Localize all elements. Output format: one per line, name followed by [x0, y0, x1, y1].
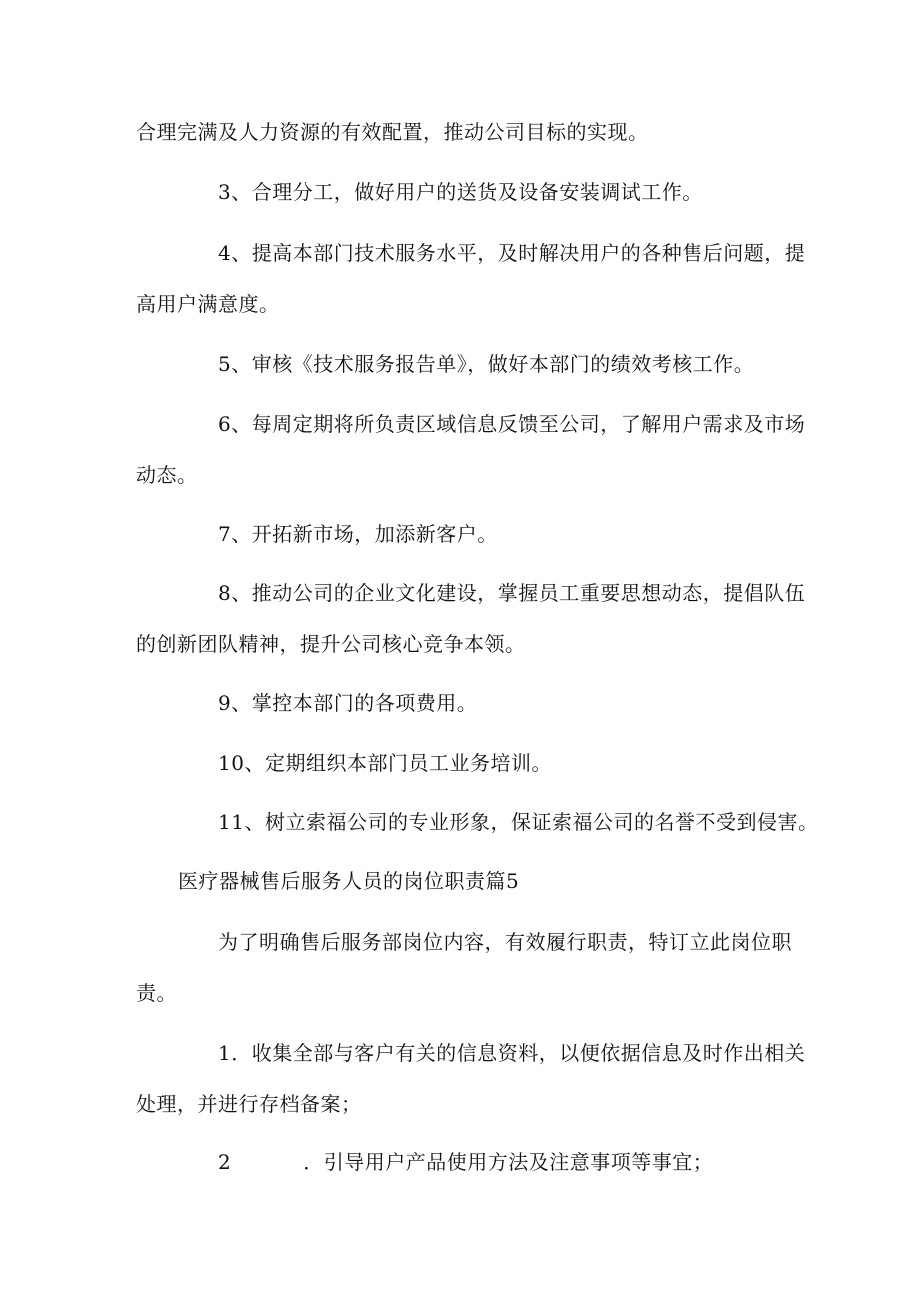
- duty-6-line2: 动态。: [136, 463, 198, 487]
- item-2-number: 2: [218, 1150, 232, 1174]
- item-1-line1: 1．收集全部与客户有关的信息资料，以便依据信息及时作出相关: [218, 1041, 806, 1065]
- duty-11: 11、树立索福公司的专业形象，保证索福公司的名誉不受到侵害。: [218, 810, 819, 834]
- intro-line1: 为了明确售后服务部岗位内容，有效履行职责，特订立此岗位职: [218, 930, 792, 954]
- item-2-text: ．引导用户产品使用方法及注意事项等事宜；: [303, 1150, 714, 1174]
- duty-5: 5、审核《技术服务报告单》，做好本部门的绩效考核工作。: [218, 352, 755, 376]
- item-2: [218, 1148, 713, 1176]
- duty-8-line1: 8、推动公司的企业文化建设，掌握员工重要思想动态，提倡队伍: [218, 581, 806, 605]
- duty-6-line1: 6、每周定期将所负责区域信息反馈至公司，了解用户需求及市场: [218, 412, 806, 436]
- duty-4-line1: 4、提高本部门技术服务水平，及时解决用户的各种售后问题，提: [218, 241, 806, 265]
- duty-8-line2: 的创新团队精神，提升公司核心竞争本领。: [136, 632, 526, 656]
- section-title: 医疗器械售后服务人员的岗位职责篇5: [178, 869, 520, 893]
- duty-3: 3、合理分工，做好用户的送货及设备安装调试工作。: [218, 180, 703, 204]
- duty-7: 7、开拓新市场，加添新客户。: [218, 522, 498, 546]
- intro-line2: 责。: [136, 981, 177, 1005]
- duty-10: 10、定期组织本部门员工业务培训。: [218, 751, 552, 775]
- item-1-line2: 处理，并进行存档备案；: [136, 1092, 362, 1116]
- duty-9: 9、掌控本部门的各项费用。: [218, 691, 478, 715]
- continuation-line: 合理完满及人力资源的有效配置，推动公司目标的实现。: [136, 120, 649, 144]
- duty-4-line2: 高用户满意度。: [136, 292, 280, 316]
